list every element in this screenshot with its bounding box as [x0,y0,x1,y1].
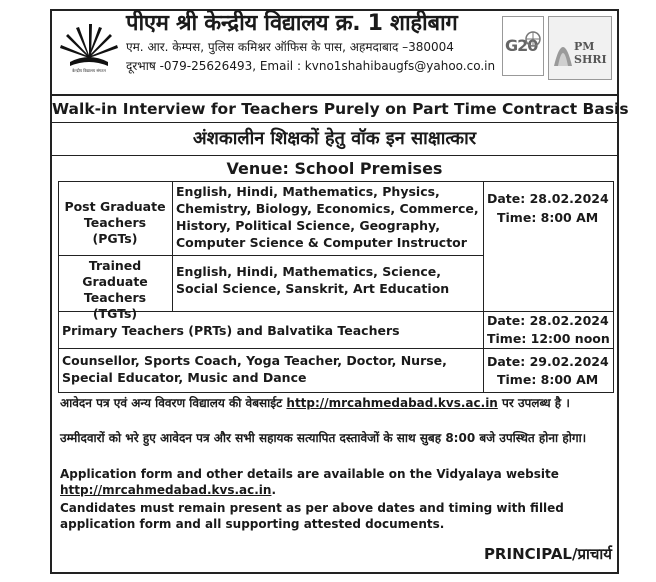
pm-shri-emblem-icon [552,26,574,68]
school-address: एम. आर. केम्पस, पुलिस कमिश्नर ऑफिस के पास, अहमदाबाद –380004 [126,40,454,54]
school-contact: दूरभाष -079-25626493, Email : kvno1shahibaugfs@yahoo.co.in [126,59,496,73]
table-border [58,181,614,182]
tgt-subjects [176,263,482,297]
divider [50,155,619,156]
others-date: Date: 29.02.2024 [487,354,609,369]
info-text: पर उपलब्ध है । [497,396,570,410]
pgt-time: Time: 8:00 AM [497,210,599,225]
pgt-subjects-line: Computer Science & Computer Instructor [176,235,467,250]
g20-logo-text: G20 [505,36,538,55]
pgt-subjects-line: Chemistry, Biology, Economics, Commerce, [176,201,479,216]
info-text: Application form and other details are available on the Vidyalaya website [60,467,559,481]
info-english-reporting: Candidates must remain present as per above dates and timing with filled application form and all supporting attested documents. [60,501,564,531]
pgt-subjects [176,183,482,251]
pgt-category: Post Graduate Teachers (PGTs) [64,199,166,246]
table-border [58,392,614,393]
pgt-date: Date: 28.02.2024 [487,191,609,206]
pm-shri-logo-text: PM SHRI [574,40,607,66]
tgt-subjects-line: English, Hindi, Mathematics, Science, [176,264,441,279]
others-category-line: Special Educator, Music and Dance [62,370,307,385]
website-link[interactable]: http://mrcahmedabad.kvs.ac.in [60,483,272,497]
info-text: . [271,483,277,497]
others-time: Time: 8:00 AM [497,372,599,387]
table-border [58,255,483,256]
info-hindi-reporting: उम्मीदवारों को भरे हुए आवेदन पत्र और सभी सहायक सत्यापित दस्तावेजों के साथ सुबह 8:00 बजे उपस्थित होना होगा। [60,431,587,445]
others-category [62,352,482,386]
kvs-logo-caption: केन्द्रीय विद्यालय संगठन [72,68,106,73]
info-hindi-website [60,395,612,411]
prt-date: Date: 28.02.2024 [487,313,609,328]
notice-title-english: Walk-in Interview for Teachers Purely on Part Time Contract Basis [52,100,629,118]
table-border [172,181,173,311]
prt-category: Primary Teachers (PRTs) and Balvatika Teachers [62,323,400,338]
info-text: आवेदन पत्र एवं अन्य विवरण विद्यालय की वेबसाईट [60,396,287,410]
principal-signature: PRINCIPAL/प्राचार्य [483,545,612,563]
notice-title-hindi: अंशकालीन शिक्षकों हेतु वॉक इन साक्षात्कार [192,128,477,149]
pgt-subjects-line: English, Hindi, Mathematics, Physics, [176,184,440,199]
website-link[interactable]: http://mrcahmedabad.kvs.ac.in [286,396,498,410]
table-border [613,181,614,392]
table-border [58,348,614,349]
globe-icon [524,30,542,48]
info-english-website [60,466,612,498]
tgt-subjects-line: Social Science, Sanskrit, Art Education [176,281,450,296]
prt-time: Time: 12:00 noon [487,331,610,346]
table-border [483,181,484,392]
divider [50,94,619,96]
venue: Venue: School Premises [226,159,443,178]
pgt-subjects-line: History, Political Science, Geography, [176,218,440,233]
divider [50,122,619,123]
tgt-category: Trained Graduate Teachers (TGTs) [82,258,148,321]
school-name: पीएम श्री केन्द्रीय विद्यालय क्र. 1 शाहीबाग [126,11,458,36]
table-border [58,181,59,392]
others-category-line: Counsellor, Sports Coach, Yoga Teacher, Doctor, Nurse, [62,353,447,368]
